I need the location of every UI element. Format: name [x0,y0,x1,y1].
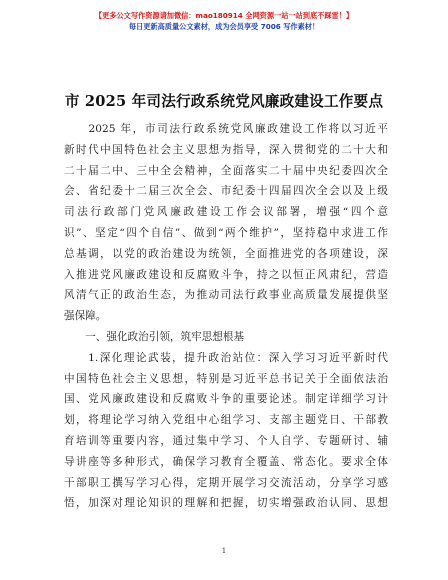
text-line: 风清气正的政治生态，为推动司法行政事业高质量发展提供坚 [64,289,388,302]
document-title: 市 2025 年司法行政系统党风廉政建设工作要点 [64,93,384,110]
banner-line-2: 每日更新高质量公文素材，成为会员享受 7006 写作素材！ [128,22,320,31]
text-line: 二十届二中、三中全会精神，全面落实二十届中央纪委四次全 [64,164,388,177]
text-line: 导讲座等多种形式，确保学习教育全覆盖、常态化。要求全体 [64,455,388,468]
paragraph-item-1 [64,348,388,514]
text-line: 育培训等重要内容，通过集中学习、个人自学、专题研讨、辅 [64,434,388,447]
text-line: 国、党风廉政建设和反腐败斗争的重要论述。制定详细学习计 [64,393,388,406]
text-line: 悟，加深对理论知识的理解和把握，切实增强政治认同、思想 [64,497,388,510]
text-line: 划，将理论学习纳入党组中心组学习、支部主题党日、干部教 [64,414,388,427]
section-heading [64,327,388,348]
text-line: 2025 年，市司法行政系统党风廉政建设工作将以习近平 [64,123,388,135]
text-line: 中国特色社会主义思想，特别是习近平总书记关于全面依法治 [64,372,388,385]
page-number: 1 [221,547,227,555]
text-line: 总基调，以党的政治建设为统领，全面推进党的各项建设，深 [64,247,388,260]
document-body [64,119,388,514]
text-line: 入推进党风廉政建设和反腐败斗争，持之以恒正风肃纪，营造 [64,268,388,281]
section-heading-text: 一、强化政治引领，筑牢思想根基 [64,330,245,343]
promo-banner [0,10,448,32]
banner-line-1: 【更多公文写作资源请加微信：mao180914 全网资源一站一站到底不踩雷！】 [94,11,354,20]
text-line: 司法行政部门党风廉政建设工作会议部署，增强“四个意 [64,206,388,219]
text-line: 新时代中国特色社会主义思想为指导，深入贯彻党的二十大和 [64,143,388,156]
text-line: 干部职工撰写学习心得，定期开展学习交流活动，分享学习感 [64,476,388,489]
text-line: 会、省纪委十二届三次全会、市纪委十四届四次全会以及上级 [64,185,388,198]
text-line: 强保障。 [64,310,107,323]
text-line: 1.深化理论武装，提升政治站位：深入学习习近平新时代 [64,351,388,364]
paragraph-intro [64,119,388,327]
text-line: 识”、坚定“四个自信”、做到“两个维护”，坚持稳中求进工作 [64,226,388,239]
